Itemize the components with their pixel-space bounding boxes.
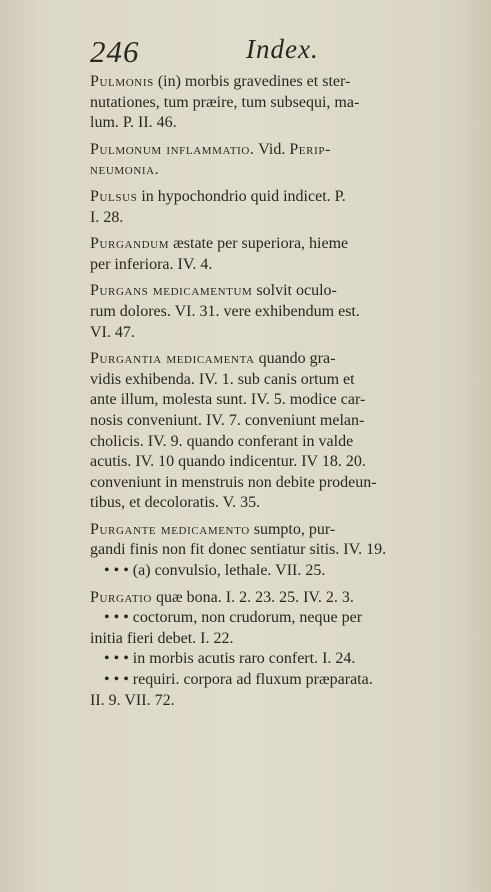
entry-headword: Purgans medicamentum [90,282,253,300]
entry-line [90,113,452,134]
entry-text: cholicis. IV. 9. quando conferant in valde [90,432,354,450]
index-entries [90,70,452,711]
index-entry-pulmonis [90,72,452,134]
index-entry-purgandum [90,234,452,275]
entry-text: æstate per superiora, hieme [169,235,349,253]
entry-headword: Purgatio [90,588,152,606]
entry-text: acutis. IV. 10 quando indicentur. IV 18. 20. [90,453,366,471]
entry-text: quando gra- [254,350,336,368]
entry-text: vidis exhibenda. IV. 1. sub canis ortum et [90,370,355,388]
entry-text: sumpto, pur- [249,520,336,538]
entry-line [90,302,452,323]
entry-text: II. 9. VII. 72. [90,691,175,709]
entry-text: conveniunt in menstruis non debite prodeun- [90,473,377,491]
entry-text: lum. P. II. 46. [90,114,177,132]
entry-line [90,561,452,582]
entry-text: quæ bona. I. 2. 23. 25. IV. 2. 3. [151,588,354,606]
entry-text: per inferiora. IV. 4. [90,255,213,273]
entry-line [90,432,452,453]
entry-line [90,370,452,391]
entry-headword: Purgante medicamento [90,520,250,538]
entry-text: I. 28. [90,208,124,226]
entry-line [90,323,452,344]
entry-line [90,390,452,411]
entry-line [90,629,452,650]
entry-text: solvit oculo- [252,282,337,300]
entry-line [90,588,452,609]
entry-line [90,473,452,494]
entry-text: Vid. [254,140,290,158]
entry-line [90,493,452,514]
running-title: Index. [246,34,319,64]
entry-line [90,281,452,302]
entry-text: in hypochondrio quid indicet. P. [137,187,346,205]
entry-crossref: Perip- [289,140,331,158]
entry-text: ante illum, molesta sunt. IV. 5. modice car- [90,391,366,409]
entry-line [90,452,452,473]
entry-line [90,520,452,541]
entry-text: (in) morbis gravedines et ster- [153,73,351,90]
entry-headword: neumonia. [90,161,160,179]
entry-text: rum dolores. VI. 31. vere exhibendum est. [90,302,360,320]
entry-line [90,608,452,629]
index-entry-purgans-medicamentum [90,281,452,343]
index-entry-purgatio [90,588,452,712]
entry-headword: Pulmonum inflammatio. [90,140,255,158]
entry-text: VI. 47. [90,323,135,341]
entry-line [90,255,452,276]
index-entry-purgante-medicamento [90,520,452,582]
entry-headword: Pulsus [90,187,138,205]
entry-line [90,93,452,114]
entry-headword: Purgandum [90,235,170,253]
entry-text: • • • in morbis acutis raro confert. I. 24. [104,650,356,668]
entry-line [90,140,452,161]
entry-text: gandi finis non fit donec sentiatur sitis. IV. 19. [90,541,387,559]
entry-line [90,649,452,670]
entry-line [90,349,452,370]
entry-line [90,187,452,208]
page-number: 246 [90,34,140,69]
index-entry-pulsus [90,187,452,228]
entry-line [90,670,452,691]
entry-text: nutationes, tum præire, tum subsequi, ma- [90,93,360,111]
entry-text: • • • (a) convulsio, lethale. VII. 25. [104,562,326,580]
entry-line [90,411,452,432]
entry-line [90,208,452,229]
entry-headword: Purgantia medicamenta [90,350,255,368]
entry-text: nosis conveniunt. IV. 7. conveniunt melan- [90,411,365,429]
entry-text: initia fieri debet. I. 22. [90,629,234,647]
entry-line [90,72,452,93]
entry-line [90,160,452,181]
index-entry-pulmonum-inflammatio [90,140,452,181]
index-entry-purgantia-medicamenta [90,349,452,514]
entry-text: • • • coctorum, non crudorum, neque per [104,609,363,627]
entry-line [90,691,452,712]
entry-headword: Pulmonis [90,73,154,90]
entry-line [90,540,452,561]
entry-text: • • • requiri. corpora ad fluxum præparata. [104,671,373,689]
entry-line [90,234,452,255]
page-header [90,34,450,70]
entry-text: tibus, et decoloratis. V. 35. [90,494,261,512]
